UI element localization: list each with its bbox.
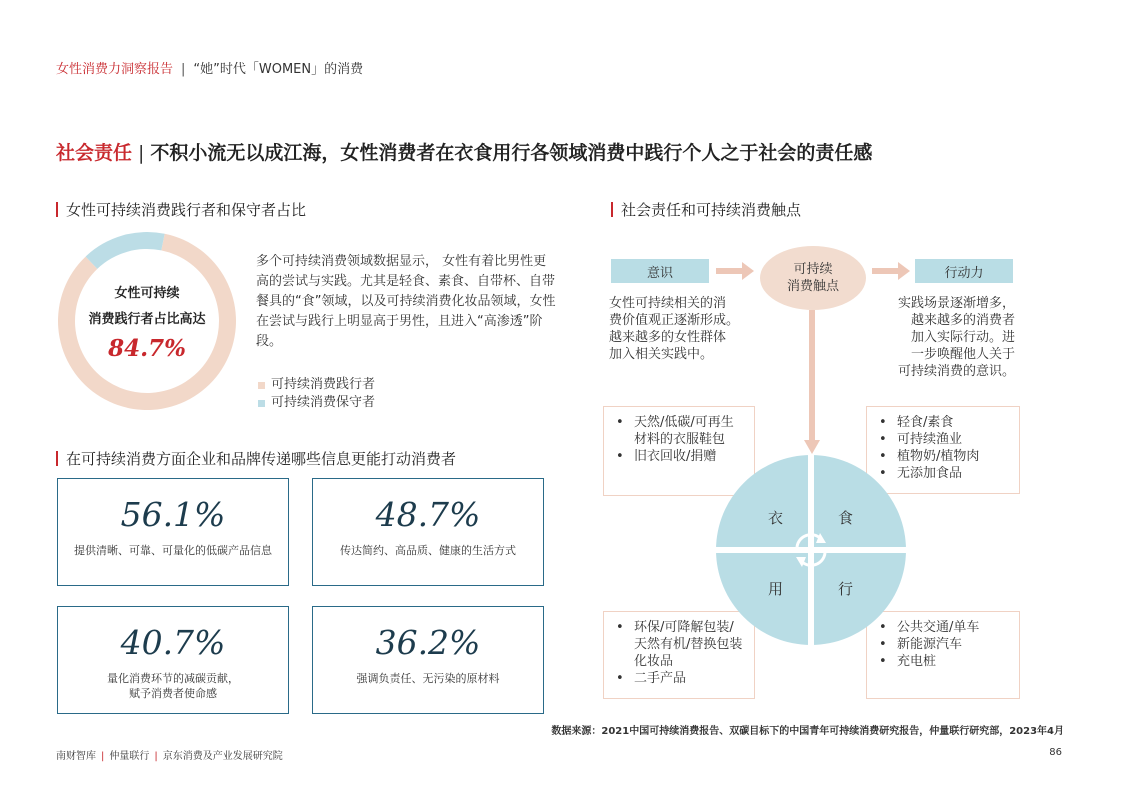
- stat-card: [57, 606, 289, 714]
- section2-title: 在可持续消费方面企业和品牌传递哪些信息更能打动消费者: [56, 448, 456, 469]
- header-divider: |: [181, 62, 186, 77]
- awareness-note: [609, 295, 739, 363]
- action-note: [880, 295, 1015, 380]
- list-item: • 植物奶/植物肉: [879, 448, 1011, 465]
- stat-value: 36.2%: [375, 623, 481, 662]
- page-title: [56, 138, 872, 165]
- title-divider: |: [138, 142, 145, 164]
- note-line: 实践场景逐渐增多，: [897, 296, 1015, 311]
- list-item: • 环保/可降解包装/天然有机/替换包装化妆品: [616, 619, 746, 670]
- legend-label: 可持续消费保守者: [271, 395, 376, 410]
- center-node-line1: 可持续: [793, 262, 833, 277]
- pill-action: 行动力: [915, 259, 1013, 283]
- note-line: 越来越多的消费者: [910, 313, 1015, 328]
- list-item: • 充电桩: [879, 653, 1011, 670]
- donut-percentage: 84.7%: [108, 334, 186, 362]
- note-line: 可持续消费的意识。: [897, 364, 1015, 379]
- list-item: • 天然/低碳/可再生材料的衣服鞋包: [616, 414, 746, 448]
- page-number: 86: [1049, 747, 1062, 758]
- footer-divider: |: [154, 751, 158, 762]
- donut-label-line2: 消费践行者占比高达: [88, 311, 206, 327]
- title-tag: 社会责任: [56, 142, 133, 164]
- footer-org: 京东消费及产业发展研究院: [162, 751, 283, 762]
- note-line: 女性可持续相关的消: [609, 296, 727, 311]
- list-item: • 旧衣回收/捐赠: [616, 448, 746, 465]
- center-node: [760, 246, 866, 310]
- note-line: 加入实际行动。进: [910, 330, 1015, 345]
- stat-description-line1: 量化消费环节的减碳贡献，: [107, 672, 239, 685]
- stat-card: [312, 478, 544, 586]
- section1-title: 女性可持续消费践行者和保守者占比: [56, 199, 306, 220]
- quadrant-circle: [716, 455, 906, 645]
- quadrant-usage: 用: [768, 580, 784, 598]
- legend-label: 可持续消费践行者: [271, 377, 376, 392]
- report-header: [56, 58, 363, 77]
- title-text: 不积小流无以成江海，女性消费者在衣食用行各领域消费中践行个人之于社会的责任感: [150, 142, 873, 164]
- footer-org: 仲量联行: [109, 751, 150, 762]
- report-name: 女性消费力洞察报告: [56, 62, 174, 77]
- stat-description: 提供清晰、可靠、可量化的低碳产品信息: [74, 544, 272, 557]
- note-line: 加入相关实践中。: [609, 347, 714, 362]
- note-line: 费价值观正逐渐形成。: [609, 313, 740, 328]
- stat-description: 传达简约、高品质、健康的生活方式: [340, 544, 516, 557]
- section1-intro: 多个可持续消费领域数据显示， 女性有着比男性更高的尝试与实践。尤其是轻食、素食、自带杯、自带餐具的“食”领域，以及可持续消费化妆品领域，女性在尝试与践行上明显高于男性，且进入“高渗透”阶段。: [256, 254, 556, 349]
- donut-label-line1: 女性可持续: [114, 285, 180, 301]
- stat-value: 48.7%: [375, 495, 481, 534]
- data-source: 数据来源：2021中国可持续消费报告、双碳目标下的中国青年可持续消费研究报告，仲量联行研究部，2023年4月: [551, 726, 1064, 737]
- stat-description: 强调负责任、无污染的原材料: [356, 672, 500, 685]
- stat-value: 40.7%: [120, 623, 226, 662]
- legend-swatch: [258, 382, 265, 389]
- footer-credits: [56, 747, 283, 762]
- donut-legend: [258, 376, 375, 412]
- list-item: • 公共交通/单车: [879, 619, 1011, 636]
- report-subtitle: “她”时代「WOMEN」的消费: [193, 62, 364, 77]
- stat-description: [58, 671, 288, 701]
- stat-card: [57, 478, 289, 586]
- legend-item-conservative: [258, 394, 375, 412]
- list-item: • 新能源汽车: [879, 636, 1011, 653]
- stat-description-line2: 赋予消费者使命感: [129, 687, 217, 700]
- donut-center-text: [58, 232, 236, 410]
- quadrant-travel: 行: [838, 580, 854, 598]
- section3-title: 社会责任和可持续消费触点: [611, 199, 801, 220]
- arrow-down-icon: [804, 310, 820, 454]
- arrow-right-icon: [872, 262, 912, 280]
- list-item: • 可持续渔业: [879, 431, 1011, 448]
- center-node-line2: 消费触点: [786, 279, 839, 294]
- pill-awareness: 意识: [611, 259, 709, 283]
- footer-divider: |: [101, 751, 105, 762]
- stat-card: [312, 606, 544, 714]
- stat-value: 56.1%: [120, 495, 226, 534]
- quadrant-food: 食: [838, 509, 854, 527]
- footer-org: 南财智库: [56, 751, 96, 762]
- legend-swatch: [258, 400, 265, 407]
- arrow-right-icon: [716, 262, 756, 280]
- list-item: • 无添加食品: [879, 465, 1011, 482]
- list-item: • 二手产品: [616, 670, 746, 687]
- note-line: 一步唤醒他人关于: [910, 347, 1015, 362]
- note-line: 越来越多的女性群体: [609, 330, 727, 345]
- quadrant-divider-horizontal: [716, 547, 906, 553]
- legend-item-practitioner: [258, 376, 375, 394]
- list-item: • 轻食/素食: [879, 414, 1011, 431]
- quadrant-clothing: 衣: [768, 509, 784, 527]
